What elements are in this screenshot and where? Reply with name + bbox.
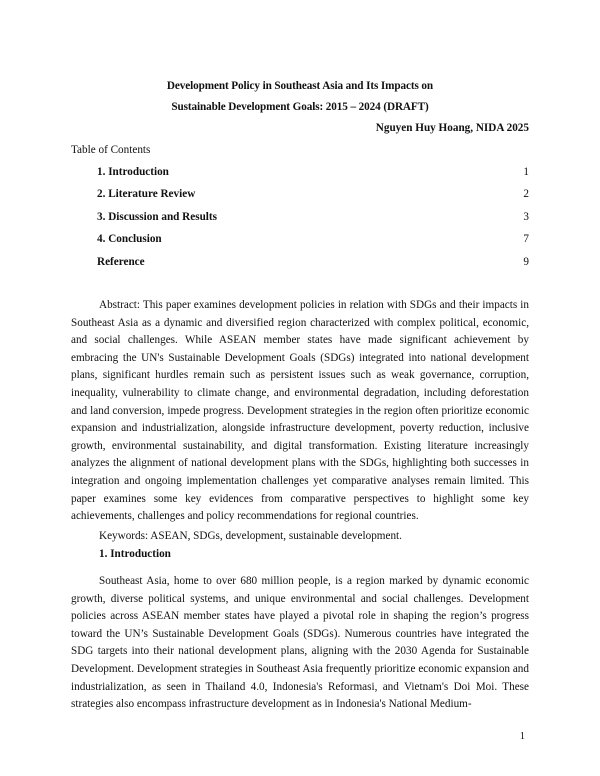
- toc-entry-page: 7: [523, 233, 529, 246]
- toc-entry-page: 9: [523, 255, 529, 268]
- page-number: 1: [519, 731, 525, 742]
- section-heading-introduction: 1. Introduction: [99, 548, 171, 560]
- toc-entry-reference[interactable]: [97, 256, 529, 278]
- toc-entry-label: 3. Discussion and Results: [97, 210, 217, 223]
- paper-title-line-2: Sustainable Development Goals: 2015 – 2024 (DRAFT): [171, 101, 429, 113]
- toc-entry-page: 3: [523, 210, 529, 223]
- toc-entry-label: 1. Introduction: [97, 166, 169, 178]
- toc-entry-literature-review[interactable]: [97, 188, 529, 210]
- author-line: Nguyen Huy Hoang, NIDA 2025: [375, 122, 529, 134]
- abstract-paragraph: Abstract: This paper examines development policies in relation with SDGs and their impacts in Southeast Asia as a dynamic and diversified region characterized with complex political, economic, and social challenges. While ASEAN member states have made significant achievement by embracing the UN's Sustainable Development Goals (SDGs) integrated into national development plans, significant hurdles remain such as persistent issues such as weak governance, corruption, inequality, vulnerability to climate change, and environmental degradation, including deforestation and land conversion, impede progress. Development strategies in the region often prioritize economic expansion and industrialization, alongside infrastructure development, poverty reduction, inclusive growth, environmental sustainability, and digital transformation. Existing literature increasingly analyzes the alignment of national development plans with the SDGs, highlighting both successes in integration and ongoing implementation challenges yet comparative analyses remain limited. This paper examines some key evidences from comparative perspectives to highlight some key achievements, challenges and policy recommendations for regional countries.: [71, 299, 529, 523]
- toc-entry-page: 2: [523, 188, 529, 201]
- toc-entry-page: 1: [523, 166, 529, 178]
- toc-heading: Table of Contents: [71, 144, 151, 156]
- toc-entry-label: 2. Literature Review: [97, 188, 196, 201]
- toc-entry-label: 4. Conclusion: [97, 233, 162, 246]
- toc-entry-discussion-results[interactable]: [97, 211, 529, 233]
- paper-title-line-1: Development Policy in Southeast Asia and Its Impacts on: [166, 80, 434, 92]
- keywords-line: Keywords: ASEAN, SDGs, development, sustainable development.: [99, 530, 402, 542]
- table-of-contents: [97, 166, 529, 278]
- toc-entry-introduction[interactable]: [97, 166, 529, 188]
- toc-entry-label: Reference: [97, 255, 145, 268]
- toc-entry-conclusion[interactable]: [97, 233, 529, 255]
- introduction-paragraph: Southeast Asia, home to over 680 million people, is a region marked by dynamic economic growth, diverse political systems, and unique environmental and social challenges. Development policies across ASEAN member states have played a pivotal role in shaping the region’s progress toward the UN’s Sustainable Development Goals (SDGs). Numerous countries have integrated the SDG targets into their national development plans, aligning with the 2030 Agenda for Sustainable Development. Development strategies in Southeast Asia frequently prioritize economic expansion and industrialization, as seen in Thailand 4.0, Indonesia's Reformasi, and Vietnam's Doi Moi. These strategies also encompass infrastructure development as in Indonesia's National Medium-: [71, 575, 529, 711]
